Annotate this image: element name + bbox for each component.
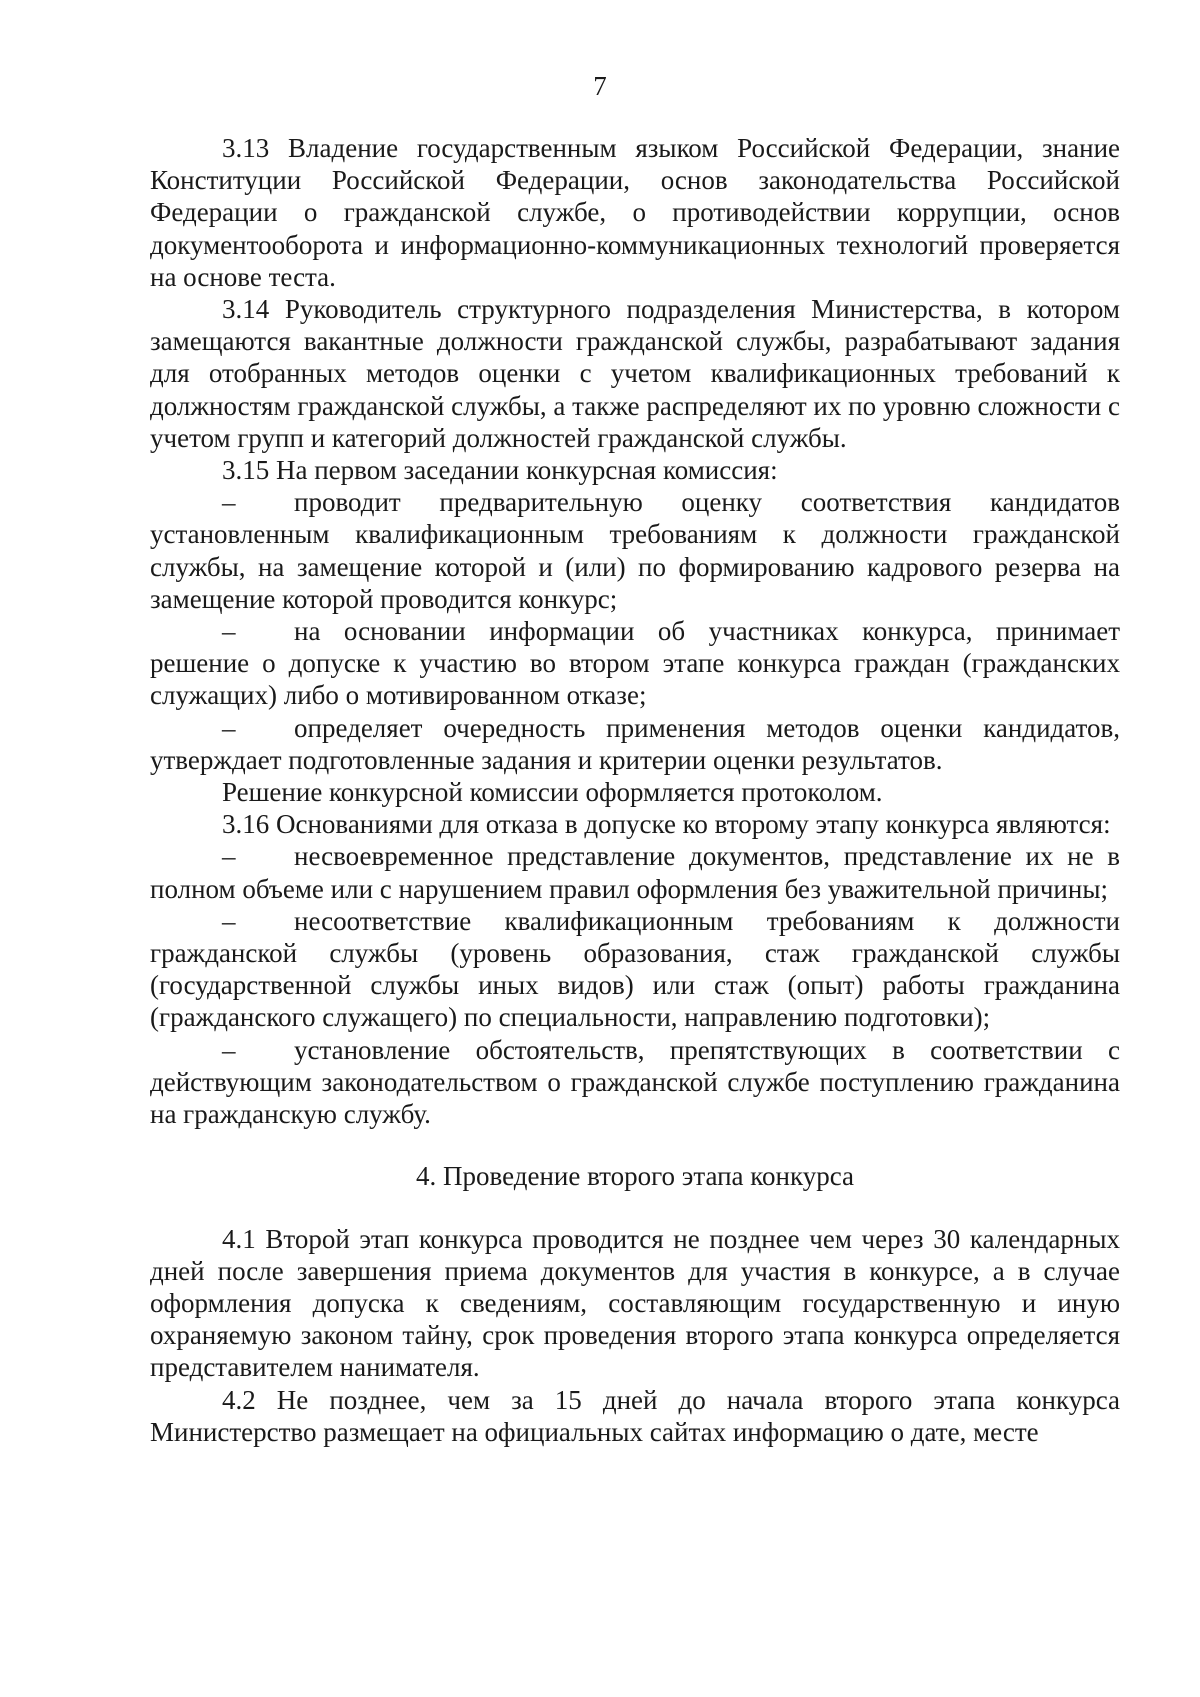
section-heading: 4. Проведение второго этапа конкурса (416, 1161, 854, 1192)
list-dash: – (222, 1034, 236, 1065)
paragraph-4-2: 4.2 Не позднее, чем за 15 дней до начала второго этапа конкурса Министерство размещает на официальных сайтах информацию о дате, месте (150, 1384, 1120, 1447)
list-item-text: на основании информации об участниках конкурса, принимает решение о допуске к участию во втором этапе конкурса граждан (гражданских служащих) либо о мотивированном отказе; (150, 616, 1120, 711)
paragraph-decision: Решение конкурсной комиссии оформляется протоколом. (222, 777, 883, 808)
paragraph-3-13: 3.13 Владение государственным языком Российской Федерации, знание Конституции Российской Федерации, основ законодательства Российской Федерации о гражданской службе, о противодействии коррупции, основ документооборота и информационно-коммуникационных технологий проверяется на основе теста. (150, 133, 1120, 292)
paragraph-3-14: 3.14 Руководитель структурного подразделения Министерства, в котором замещаются вакантные должности гражданской службы, разрабатывают задания для отобранных методов оценки с учетом квалификационных требований к должностям гражданской службы, а также распределяют их по уровню сложности с учетом групп и категорий должностей гражданской службы. (150, 294, 1120, 453)
list-item (150, 840, 1120, 904)
list-dash: – (222, 905, 236, 936)
list-item (150, 712, 1120, 776)
list-dash: – (222, 616, 236, 647)
page-number: 7 (593, 71, 607, 101)
list-dash: – (222, 487, 236, 518)
list-item (150, 615, 1120, 712)
list-item (150, 905, 1120, 1034)
paragraph-4-1: 4.1 Второй этап конкурса проводится не позднее чем через 30 календарных дней после завершения приема документов для участия в конкурсе, а в случае оформления допуска к сведениям, составляющим государственную и иную охраняемую законом тайну, срок проведения второго этапа конкурса определяется представителем нанимателя. (150, 1223, 1120, 1383)
list-item-text: проводит предварительную оценку соответствия кандидатов установленным квалификационным требованиям к должности гражданской службы, на замещение которой и (или) по формированию кадрового резерва на замещение которой проводится конкурс; (150, 487, 1120, 614)
list-item-text: определяет очередность применения методов оценки кандидатов, утверждает подготовленные задания и критерии оценки результатов. (150, 712, 1120, 775)
document-body (150, 132, 1120, 1448)
list-item-text: несоответствие квалификационным требованиям к должности гражданской службы (уровень образования, стаж гражданской службы (государственной службы иных видов) или стаж (опыт) работы гражданина (гражданского служащего) по специальности, направлению подготовки); (150, 905, 1120, 1033)
paragraph-3-16: 3.16 Основаниями для отказа в допуске ко второму этапу конкурса являются: (222, 809, 1111, 840)
list-item-text: несвоевременное представление документов, представление их не в полном объеме или с нарушением правил оформления без уважительной причины; (150, 841, 1120, 904)
list-item (150, 486, 1120, 615)
list-item-text: установление обстоятельств, препятствующих в соответствии с действующим законодательством о гражданской службе поступлению гражданина на гражданскую службу. (150, 1034, 1120, 1130)
list-dash: – (222, 841, 236, 872)
list-dash: – (222, 712, 236, 743)
paragraph-3-15: 3.15 На первом заседании конкурсная комиссия: (222, 455, 778, 486)
list-item (150, 1034, 1120, 1131)
